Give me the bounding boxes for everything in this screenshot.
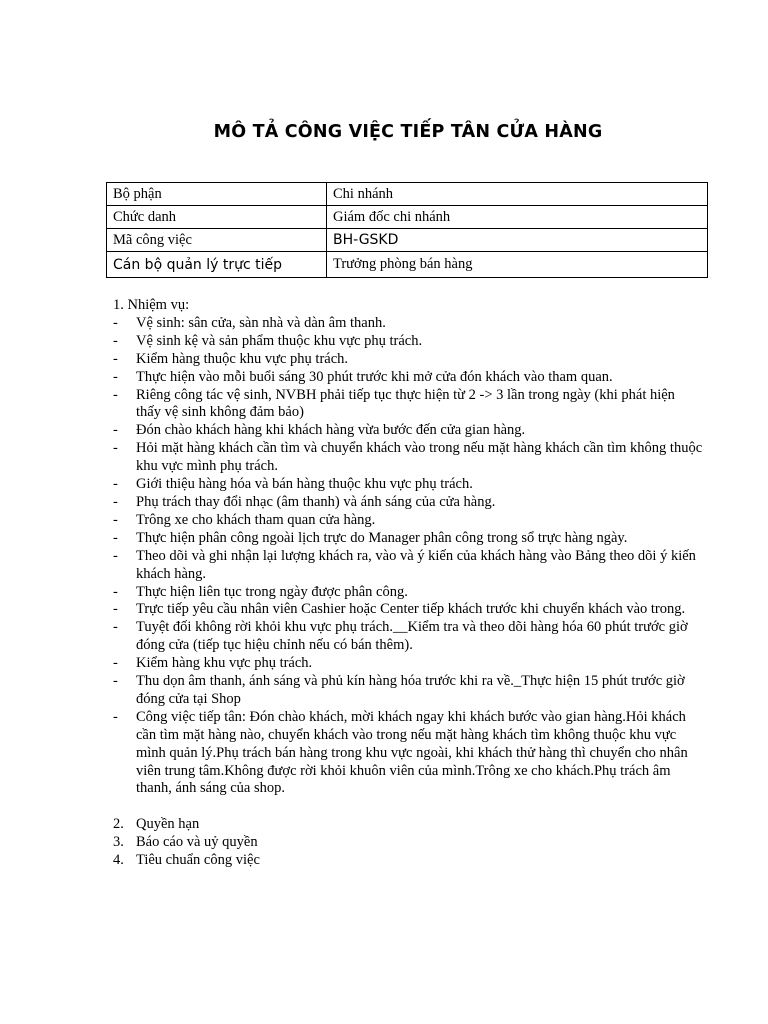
table-row-position — [107, 206, 708, 229]
list-item-text: Đón chào khách hàng khi khách hàng vừa bước đến cửa gian hàng. — [136, 422, 526, 439]
list-item — [113, 422, 703, 440]
list-item — [113, 655, 703, 673]
list-item-text: Thu dọn âm thanh, ánh sáng và phủ kín hàng hóa trước khi ra về._Thực hiện 15 phút trước giờ đóng cửa tại Shop — [136, 673, 685, 707]
list-item — [113, 673, 703, 709]
section-item-authority — [113, 816, 703, 834]
list-item-text: Giới thiệu hàng hóa và bán hàng thuộc khu vực phụ trách. — [136, 476, 473, 493]
section-item-reporting — [113, 834, 703, 852]
job-info-table — [106, 182, 708, 278]
bullet-dash: - — [113, 493, 118, 510]
list-item — [113, 333, 703, 351]
bullet-dash: - — [113, 511, 118, 528]
job-code-value: BH-GSKD — [327, 229, 708, 252]
table-row-department — [107, 183, 708, 206]
bullet-dash: - — [113, 368, 118, 385]
sections-list — [113, 816, 703, 870]
bullet-dash: - — [113, 619, 118, 636]
list-item — [113, 369, 703, 387]
table-row-manager — [107, 252, 708, 278]
list-item-text: Hỏi mặt hàng khách cần tìm và chuyển khách vào trong nếu mặt hàng khách cần tìm không thuộc khu vực mình phụ trách. — [136, 440, 703, 475]
position-label: Chức danh — [107, 206, 327, 229]
list-item-text: Vệ sinh kệ và sản phẩm thuộc khu vực phụ trách. — [136, 332, 423, 349]
list-item — [113, 512, 703, 530]
bullet-dash: - — [113, 583, 118, 600]
bullet-dash: - — [113, 655, 118, 672]
table-row-job-code — [107, 229, 708, 252]
list-item-text: Theo dõi và ghi nhận lại lượng khách ra, vào và ý kiến của khách hàng vào Bảng theo dõi ý kiến khách hàng. — [136, 547, 696, 582]
bullet-dash: - — [113, 529, 118, 546]
list-item — [113, 530, 703, 548]
job-code-label: Mã công việc — [107, 229, 327, 252]
list-item-text: Trực tiếp yêu cầu nhân viên Cashier hoặc Center tiếp khách trước khi chuyển khách vào trong. — [136, 601, 686, 618]
bullet-dash: - — [113, 386, 118, 403]
list-item — [113, 315, 703, 333]
list-item-text: Thực hiện liên tục trong ngày được phân công. — [136, 583, 408, 600]
section-number: 3. — [113, 834, 124, 851]
section-number: 4. — [113, 852, 124, 869]
list-item — [113, 548, 703, 584]
bullet-dash: - — [113, 332, 118, 349]
manager-value: Trưởng phòng bán hàng — [327, 252, 708, 278]
manager-label: Cán bộ quản lý trực tiếp — [107, 252, 327, 278]
list-item-text: Phụ trách thay đổi nhạc (âm thanh) và ánh sáng của cửa hàng. — [136, 493, 496, 510]
list-item-text: Riêng công tác vệ sinh, NVBH phải tiếp tục thực hiện từ 2 -> 3 lần trong ngày (khi phát hiện thấy vệ sinh không đảm bảo) — [136, 386, 675, 421]
section-item-standards — [113, 852, 703, 870]
list-item — [113, 601, 703, 619]
list-item — [113, 351, 703, 369]
list-item-text: Kiểm hàng thuộc khu vực phụ trách. — [136, 350, 349, 367]
list-item-text: Tuyệt đối không rời khỏi khu vực phụ trách.__Kiểm tra và theo dõi hàng hóa 60 phút trước giờ đóng cửa (tiếp tục hiệu chỉnh nếu có bán thêm). — [136, 619, 688, 654]
department-label: Bộ phận — [107, 183, 327, 206]
list-item-text: Vệ sinh: sân cửa, sàn nhà và dàn âm thanh. — [136, 314, 386, 331]
list-item — [113, 440, 703, 476]
list-item-text: Thực hiện vào mỗi buổi sáng 30 phút trước khi mở cửa đón khách vào tham quan. — [136, 368, 613, 385]
bullet-dash: - — [113, 440, 118, 457]
list-item — [113, 476, 703, 494]
bullet-dash: - — [113, 476, 118, 493]
duties-list — [113, 315, 703, 798]
list-item-text: Thực hiện phân công ngoài lịch trực do Manager phân công trong sổ trực hàng ngày. — [136, 529, 628, 546]
list-item — [113, 494, 703, 512]
list-item — [113, 619, 703, 655]
list-item-text: Trông xe cho khách tham quan cửa hàng. — [136, 511, 376, 528]
document-title: MÔ TẢ CÔNG VIỆC TIẾP TÂN CỬA HÀNG — [213, 122, 603, 142]
section-label: Quyền hạn — [136, 816, 200, 833]
list-item — [113, 387, 703, 423]
department-value: Chi nhánh — [327, 183, 708, 206]
bullet-dash: - — [113, 350, 118, 367]
document-body — [113, 297, 703, 870]
duties-heading: 1. Nhiệm vụ: — [113, 297, 190, 313]
list-item — [113, 584, 703, 602]
list-item-text: Kiểm hàng khu vực phụ trách. — [136, 655, 313, 672]
bullet-dash: - — [113, 708, 118, 725]
bullet-dash: - — [113, 314, 118, 331]
bullet-dash: - — [113, 547, 118, 564]
section-label: Tiêu chuẩn công việc — [136, 852, 260, 869]
section-label: Báo cáo và uỷ quyền — [136, 834, 258, 851]
bullet-dash: - — [113, 601, 118, 618]
bullet-dash: - — [113, 422, 118, 439]
position-value: Giám đốc chi nhánh — [327, 206, 708, 229]
bullet-dash: - — [113, 673, 118, 690]
list-item — [113, 709, 703, 799]
section-number: 2. — [113, 816, 124, 833]
list-item-text: Công việc tiếp tân: Đón chào khách, mời khách ngay khi khách bước vào gian hàng.Hỏi khách cần tìm mặt hàng nào, chuyển khách vào trong nếu mặt hàng khách tìm không thuộc khu vực mình quản lý.Phụ trách bán hàng trong khu vực ngoài, khi khách thử hàng thì chuyển cho nhân viên trung tâm.Không được rời khỏi khuôn viên của mình.Trông xe cho khách.Phụ trách âm thanh, ánh sáng của shop. — [136, 708, 688, 797]
